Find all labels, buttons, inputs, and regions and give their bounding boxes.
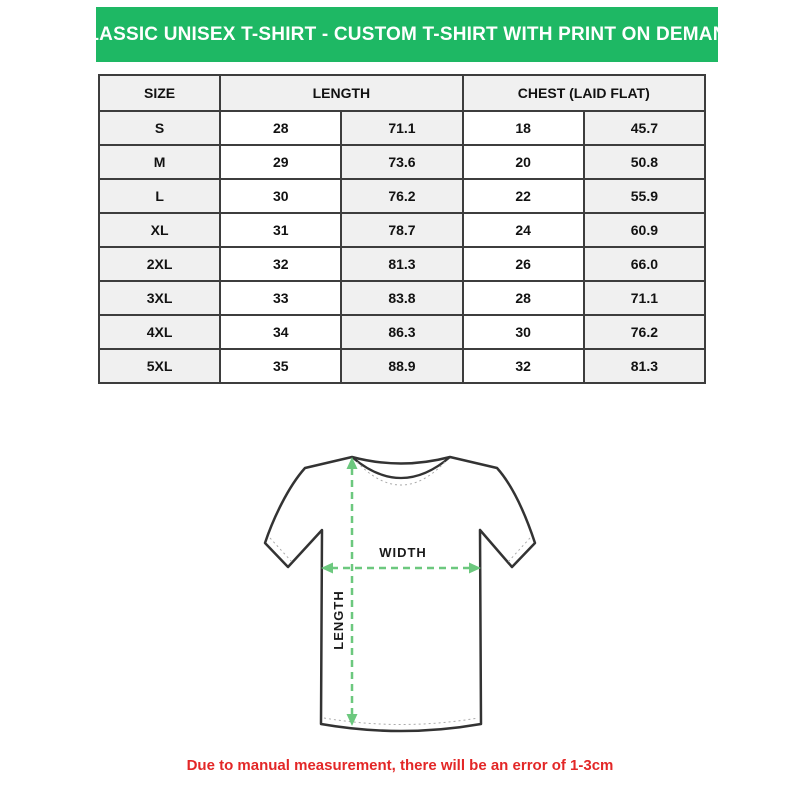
length-in-cell: 30 <box>220 179 341 213</box>
table-row <box>99 315 705 349</box>
size-cell: M <box>99 145 220 179</box>
length-cm-cell: 86.3 <box>341 315 462 349</box>
table-row <box>99 145 705 179</box>
size-cell: 2XL <box>99 247 220 281</box>
table-row <box>99 281 705 315</box>
page-title: CLASSIC UNISEX T-SHIRT - CUSTOM T-SHIRT WITH PRINT ON DEMAND <box>73 23 741 45</box>
length-cm-cell: 71.1 <box>341 111 462 145</box>
size-cell: XL <box>99 213 220 247</box>
size-cell: 4XL <box>99 315 220 349</box>
chest-in-cell: 24 <box>463 213 584 247</box>
chest-cm-cell: 66.0 <box>584 247 705 281</box>
table-row <box>99 247 705 281</box>
table-row <box>99 111 705 145</box>
tshirt-measurement-diagram <box>250 435 550 750</box>
column-header-size: SIZE <box>99 75 220 111</box>
table-row <box>99 213 705 247</box>
size-cell: S <box>99 111 220 145</box>
chest-in-cell: 26 <box>463 247 584 281</box>
length-label: LENGTH <box>331 590 346 650</box>
length-cm-cell: 88.9 <box>341 349 462 383</box>
chest-in-cell: 18 <box>463 111 584 145</box>
length-in-cell: 31 <box>220 213 341 247</box>
chest-in-cell: 20 <box>463 145 584 179</box>
length-cm-cell: 83.8 <box>341 281 462 315</box>
table-row <box>99 349 705 383</box>
length-cm-cell: 76.2 <box>341 179 462 213</box>
chest-in-cell: 32 <box>463 349 584 383</box>
length-in-cell: 28 <box>220 111 341 145</box>
table-header-row <box>99 75 705 111</box>
chest-cm-cell: 76.2 <box>584 315 705 349</box>
length-cm-cell: 73.6 <box>341 145 462 179</box>
length-in-cell: 33 <box>220 281 341 315</box>
size-chart-table <box>98 74 706 384</box>
size-cell: L <box>99 179 220 213</box>
chest-in-cell: 28 <box>463 281 584 315</box>
length-cm-cell: 78.7 <box>341 213 462 247</box>
chest-cm-cell: 55.9 <box>584 179 705 213</box>
chest-cm-cell: 50.8 <box>584 145 705 179</box>
table-row <box>99 179 705 213</box>
chest-in-cell: 22 <box>463 179 584 213</box>
width-label: WIDTH <box>379 545 427 560</box>
tshirt-outline <box>265 457 535 731</box>
size-cell: 5XL <box>99 349 220 383</box>
chest-cm-cell: 45.7 <box>584 111 705 145</box>
size-cell: 3XL <box>99 281 220 315</box>
length-cm-cell: 81.3 <box>341 247 462 281</box>
chest-in-cell: 30 <box>463 315 584 349</box>
length-in-cell: 32 <box>220 247 341 281</box>
chest-cm-cell: 81.3 <box>584 349 705 383</box>
chest-cm-cell: 60.9 <box>584 213 705 247</box>
measurement-error-note: Due to manual measurement, there will be an error of 1-3cm <box>186 757 614 774</box>
chest-cm-cell: 71.1 <box>584 281 705 315</box>
length-in-cell: 35 <box>220 349 341 383</box>
column-header-chest: CHEST (LAID FLAT) <box>463 75 705 111</box>
title-banner <box>73 7 741 62</box>
column-header-length: LENGTH <box>220 75 462 111</box>
length-in-cell: 29 <box>220 145 341 179</box>
length-in-cell: 34 <box>220 315 341 349</box>
